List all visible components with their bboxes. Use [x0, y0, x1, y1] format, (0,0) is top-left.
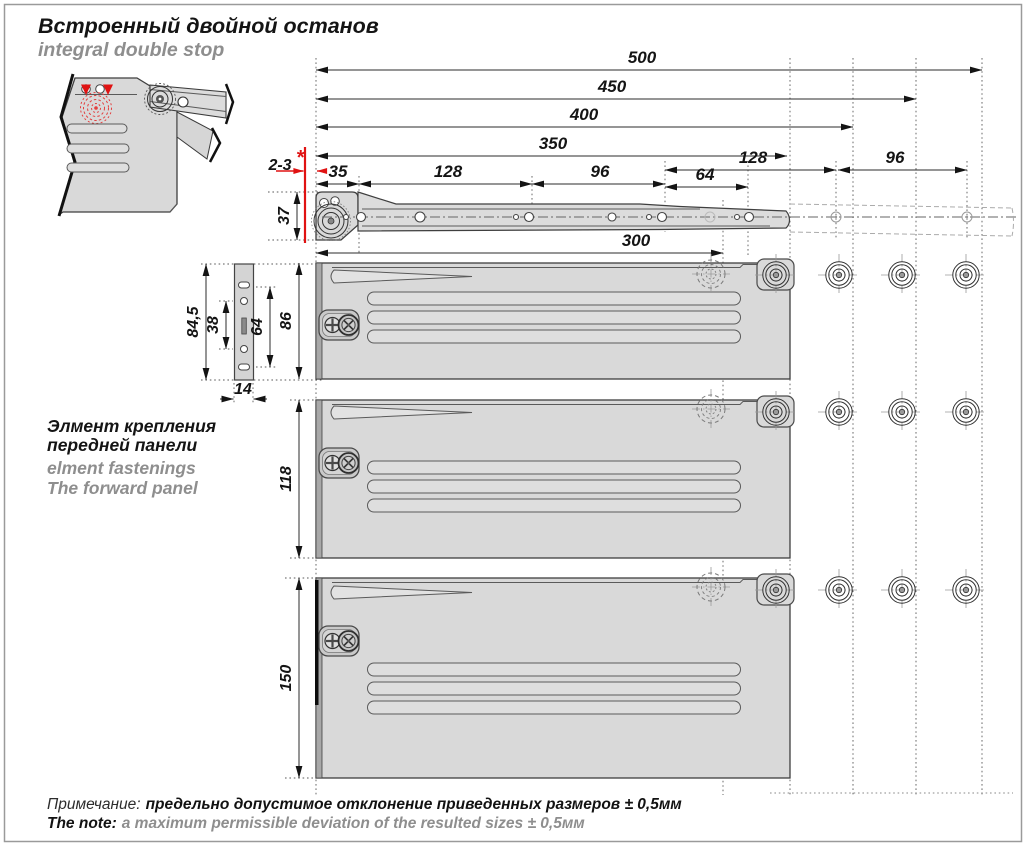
dim-64-bracket: 64	[249, 318, 266, 336]
dim-128: 128	[433, 162, 463, 181]
front-fixing-cam	[319, 448, 359, 478]
title-block	[38, 14, 379, 61]
dim-37: 37	[276, 207, 293, 225]
rail-view	[312, 192, 1017, 241]
rail-extended-ghost	[790, 204, 1014, 236]
dim-86: 86	[278, 312, 295, 330]
dim-64: 64	[695, 165, 715, 184]
bracket-view	[185, 264, 270, 399]
dim-38: 38	[205, 316, 222, 334]
roller-position-grid	[818, 254, 987, 611]
note-text-ru: предельно допустимое отклонение приведенных размеров ± 0,5мм	[145, 796, 682, 813]
panel-118	[278, 389, 797, 558]
page-title: Встроенный двойной останов	[38, 14, 379, 38]
dim-14: 14	[234, 381, 252, 398]
panel-86	[278, 254, 797, 379]
note-text-en: a maximum permissible deviation of the resulted sizes ± 0,5мм	[121, 815, 585, 832]
dim-118: 118	[278, 466, 295, 492]
dim-gap-star: *	[296, 147, 304, 169]
dim-400: 400	[569, 105, 599, 124]
dim-96-upper: 96	[885, 148, 905, 167]
hole-pitch-dimensions	[316, 148, 967, 187]
fastening-label-en-1: elment fastenings	[47, 458, 196, 478]
length-dimensions	[316, 48, 982, 156]
note-label-en: The note:	[47, 815, 117, 832]
note-label-ru: Примечание:	[47, 796, 141, 813]
fastening-label-en-2: The forward panel	[47, 478, 198, 498]
rail-arm	[358, 192, 790, 231]
dim-500: 500	[627, 48, 657, 67]
dim-96: 96	[590, 162, 610, 181]
dim-300: 300	[621, 231, 651, 250]
detail-view-double-stop	[59, 74, 233, 216]
dim-350: 350	[538, 134, 568, 153]
dim-150: 150	[278, 664, 295, 692]
dim-84-5: 84,5	[185, 306, 202, 338]
page-subtitle: integral double stop	[38, 39, 225, 61]
fastening-label-block	[47, 416, 216, 498]
note-line-ru	[47, 796, 682, 813]
note-line-en	[47, 815, 585, 832]
front-fixing-cam	[319, 310, 359, 340]
break-line-rail	[226, 84, 233, 124]
detail-rail-flange	[177, 112, 213, 159]
dim-128-upper: 128	[738, 148, 768, 167]
fastening-label-ru-2: передней панели	[47, 435, 198, 455]
dim-450: 450	[597, 77, 627, 96]
fastening-label-ru-1: Элмент крепления	[47, 416, 217, 436]
front-fixing-cam	[319, 626, 359, 656]
note-block	[47, 796, 682, 832]
panel-150	[278, 567, 797, 778]
dim-gap: 2-3	[268, 157, 292, 174]
dim-35: 35	[328, 162, 348, 181]
